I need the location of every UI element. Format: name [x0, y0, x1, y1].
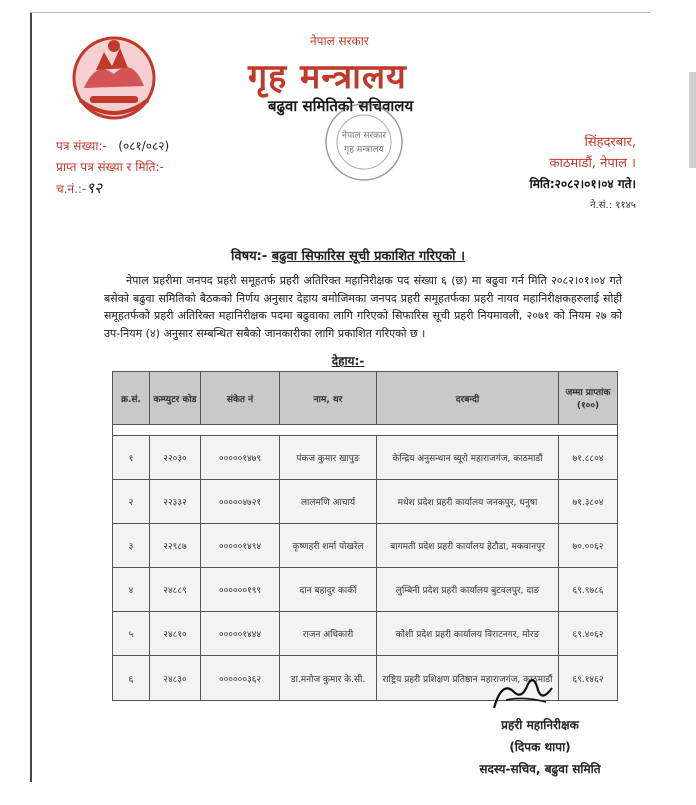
- cell-post: केन्द्रिय अनुसन्धान ब्यूरो महाराजगंज, काठमाडौं: [377, 436, 559, 480]
- table-row: [113, 612, 618, 656]
- cell-score: ७१.८८०४: [559, 436, 618, 480]
- address-block: [530, 132, 636, 216]
- subject-line: [0, 246, 696, 264]
- top-border: [30, 12, 650, 13]
- cell-score: ६९.९७८६: [559, 568, 618, 612]
- cell-post: बागमती प्रदेश प्रहरी कार्यालय हेटौडा, मकवानपुर: [377, 524, 559, 568]
- cell-score: ७०.००६२: [559, 524, 618, 568]
- cell-post: लुम्बिनी प्रदेश प्रहरी कार्यालय बुटवलपुर, दाङ: [377, 568, 559, 612]
- signatory-role: सदस्य-सचिव, बढुवा समिति: [479, 762, 601, 776]
- cell-post: राष्ट्रिय प्रहरी प्रशिक्षण प्रतिष्ठान महाराजगंज, काठमाडौं: [377, 656, 559, 701]
- dehaya-label: देहाय:-: [331, 354, 365, 368]
- cell-symbol: ०००००१४४४: [201, 612, 280, 656]
- cell-score: ६९.१४६२: [559, 656, 618, 701]
- cell-symbol: ०००००१४९४: [201, 524, 280, 568]
- svg-text:नेपाल सरकार: नेपाल सरकार: [341, 131, 387, 141]
- letter-no-label: पत्र संख्या:-: [56, 139, 107, 153]
- cell-symbol: ०००००१४७९: [201, 436, 280, 480]
- dispatch-value: ९२: [86, 179, 102, 197]
- letter-no-value: (०८१/०८२): [118, 139, 170, 153]
- office-stamp-icon: [322, 100, 406, 184]
- table-row: [113, 480, 618, 524]
- left-border: [30, 12, 32, 782]
- government-label: नेपाल सरकार: [310, 34, 369, 48]
- col-header-post: दरबन्दी: [377, 372, 559, 425]
- ministry-title: गृह मन्त्रालय: [248, 57, 407, 97]
- table-row: [113, 436, 618, 480]
- cell-serial: ४: [113, 568, 150, 612]
- table-row: [113, 524, 618, 568]
- cell-serial: ५: [113, 612, 150, 656]
- cell-code: २२०३०: [150, 436, 201, 480]
- cell-score: ६९.४०६२: [559, 612, 618, 656]
- cell-serial: १: [113, 436, 150, 480]
- table-spacer: [113, 425, 618, 436]
- subject-text: बढुवा सिफारिस सूची प्रकाशित गरिएको ।: [271, 249, 465, 264]
- committee-title: बढुवा समितिको सचिवालय: [268, 97, 414, 115]
- subject-label: विषय:-: [230, 249, 268, 264]
- svg-text:गृह मन्त्रालय: गृह मन्त्रालय: [344, 145, 384, 155]
- cell-post: कोशी प्रदेश प्रहरी कार्यालय विराटनगर, मोरङ: [377, 612, 559, 656]
- col-header-symbol: संकेत नं: [201, 372, 280, 425]
- cell-name: दान बहादुर कार्की: [280, 568, 377, 612]
- cell-code: २४८८९: [150, 568, 201, 612]
- signatory-title: प्रहरी महानिरीक्षक: [501, 718, 579, 732]
- recommendation-table: [112, 371, 618, 701]
- signatory-name: (दिपक थापा): [509, 740, 571, 754]
- cell-name: राजन अधिकारी: [280, 612, 377, 656]
- col-header-code: कम्प्युटर कोड: [150, 372, 201, 425]
- cell-code: २४८१०: [150, 612, 201, 656]
- cell-serial: ३: [113, 524, 150, 568]
- cell-symbol: ००००००३६२: [201, 656, 280, 701]
- col-header-score: जम्मा प्राप्तांक (१००): [559, 372, 618, 425]
- reference-block: [56, 136, 169, 200]
- cell-serial: २: [113, 480, 150, 524]
- col-header-serial: क्र.सं.: [113, 372, 150, 425]
- cell-score: ७१.३८०४: [559, 480, 618, 524]
- cell-name: डा.मनोज कुमार के.सी.: [280, 656, 377, 701]
- cell-post: मधेश प्रदेश प्रहरी कार्यालय जनकपुर, धनुषा: [377, 480, 559, 524]
- letter-date: मिति:२०८२।०१।०४ गते।: [529, 177, 636, 191]
- cell-name: कृष्णहरी शर्मा पोखरेल: [280, 524, 377, 568]
- cell-code: २२३३२: [150, 480, 201, 524]
- table-header-row: [113, 372, 618, 425]
- serial-number: ने.सं.: ११४५: [589, 200, 636, 211]
- table-row: [113, 568, 618, 612]
- signature-icon: [488, 670, 558, 720]
- scrollbar-thumb[interactable]: [689, 72, 696, 168]
- dispatch-label: च.नं.:-: [56, 182, 87, 196]
- col-header-name: नाम, थर: [280, 372, 377, 425]
- cell-name: पंकज कुमार खापुङ: [280, 436, 377, 480]
- cell-symbol: ०००००४७२१: [201, 480, 280, 524]
- cell-code: २२९८७: [150, 524, 201, 568]
- address-line2: काठमाडौं, नेपाल ।: [549, 156, 636, 171]
- received-label: प्राप्त पत्र संख्या र मिति:-: [56, 160, 164, 174]
- cell-code: २४८३०: [150, 656, 201, 701]
- body-paragraph: नेपाल प्रहरीमा जनपद प्रहरी समूहतर्फ प्रहरी अतिरिक्त महानिरीक्षक पद संख्या ६ (छ) मा बढुवा गर्न मिति २०८२।०१।०४ गते बसेको बढुवा समितिको बैठकको निर्णय अनुसार देहाय बमोजिमका जनपद प्रहरी समूहतर्फका प्रहरी नायव महानिरीक्षकहरुलाई सोही समूहतर्फको प्रहरी अतिरिक्त महानिरीक्षक पदमा बढुवाका लागि गरिएको सिफारिस सूची प्रहरी नियमावली, २०७१ को नियम २७ को उप-नियम (४) अनुसार सम्बन्धित सबैको जानकारीका लागि प्रकाशित गरिएको छ ।: [104, 274, 622, 340]
- cell-symbol: ००००००१९९: [201, 568, 280, 612]
- cell-name: लालमणि आचार्य: [280, 480, 377, 524]
- address-line1: सिंहदरबार,: [584, 135, 636, 150]
- cell-serial: ६: [113, 656, 150, 701]
- nepal-emblem-icon: [66, 30, 162, 122]
